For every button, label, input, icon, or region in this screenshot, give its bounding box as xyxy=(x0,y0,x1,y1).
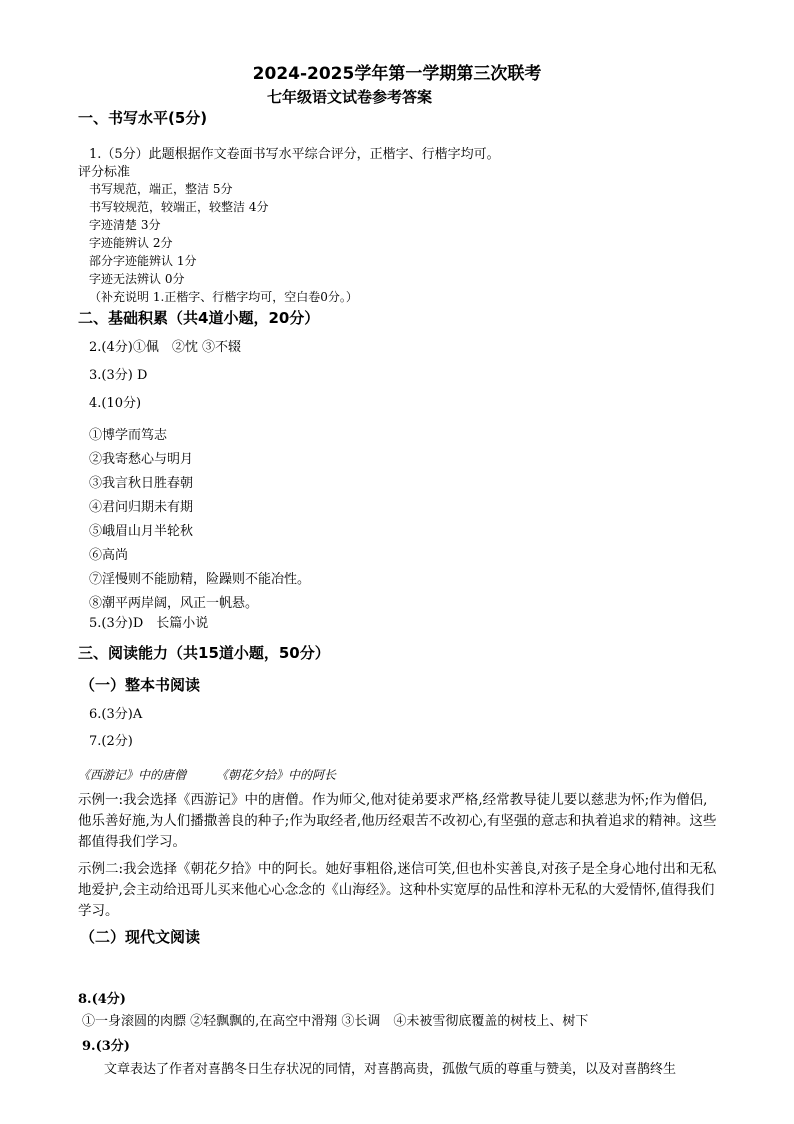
criteria-item: 部分字迹能辨认 1分 xyxy=(89,254,197,268)
subsection-1-heading: （一）整本书阅读 xyxy=(80,676,201,694)
page-title: 2024-2025学年第一学期第三次联考 xyxy=(252,64,542,84)
q4-label: 4.(10分) xyxy=(89,396,142,411)
q2-answer: 2.(4分)①佩 ②忱 ③不辍 xyxy=(89,340,241,355)
q7-label: 7.(2分) xyxy=(89,734,133,749)
q4-answer-item: ⑦淫慢则不能励精，险躁则不能冶性。 xyxy=(89,572,311,587)
q1-answer: 1.（5分）此题根据作文卷面书写水平综合评分，正楷字、行楷字均可。 xyxy=(89,147,500,162)
section-1-heading: 一、书写水平(5分) xyxy=(78,109,208,127)
criteria-item: 书写规范，端正，整洁 5分 xyxy=(89,182,233,196)
criteria-item: 书写较规范，较端正，较整洁 4分 xyxy=(89,200,269,214)
criteria-item: 字迹清楚 3分 xyxy=(89,218,161,232)
example-one: 示例一:我会选择《西游记》中的唐僧。作为师父,他对徒弟要求严格,经常教导徒儿要以慈悲为怀;作为僧侣,他乐善好施,为人们播撒善良的种子;作为取经者,他历经艰苦不改初心,有坚强的意志和执着追求的精神。这些都值得我们学习。 xyxy=(78,792,717,850)
q7-options: 《西游记》中的唐僧 《朝花夕拾》中的阿长 xyxy=(78,768,337,782)
criteria-item: 字迹无法辨认 0分 xyxy=(89,272,185,286)
q4-answer-item: ⑥高尚 xyxy=(89,548,129,563)
q8-label: 8.(4分) xyxy=(78,992,126,1007)
q4-answer-item: ⑤峨眉山月半轮秋 xyxy=(89,524,194,539)
q4-answer-item: ①博学而笃志 xyxy=(89,428,168,443)
q5-answer: 5.(3分)D 长篇小说 xyxy=(89,616,209,631)
q9-answer: 文章表达了作者对喜鹊冬日生存状况的同情，对喜鹊高贵，孤傲气质的尊重与赞美，以及对喜鹊终生 xyxy=(104,1062,677,1077)
q4-answer-item: ⑧潮平两岸阔，风正一帆悬。 xyxy=(89,596,259,611)
page-subtitle: 七年级语文试卷参考答案 xyxy=(267,88,433,106)
q4-answer-item: ④君问归期未有期 xyxy=(89,500,194,515)
q4-answer-item: ②我寄愁心与明月 xyxy=(89,452,194,467)
q6-answer: 6.(3分)A xyxy=(89,707,143,722)
section-2-heading: 二、基础积累（共4道小题，20分） xyxy=(78,309,320,327)
q3-answer: 3.(3分) D xyxy=(89,368,148,383)
criteria-label: 评分标准 xyxy=(78,165,131,180)
q9-label: 9.(3分) xyxy=(82,1039,130,1054)
section-3-heading: 三、阅读能力（共15道小题，50分） xyxy=(78,644,330,662)
example-two: 示例二:我会选择《朝花夕拾》中的阿长。她好事粗俗,迷信可笑,但也朴实善良,对孩子是全身心地付出和无私地爱护,会主动给迅哥儿买来他心心念念的《山海经》。这种朴实宽厚的品性和淳朴无私的大爱情怀,值得我们学习。 xyxy=(78,861,717,919)
criteria-note: （补充说明 1.正楷字、行楷字均可，空白卷0分。） xyxy=(89,290,358,304)
criteria-item: 字迹能辨认 2分 xyxy=(89,236,173,250)
q8-answer: ①一身滚圆的肉膘 ②轻飘飘的,在高空中滑翔 ③长调 ④未被雪彻底覆盖的树枝上、树下 xyxy=(82,1014,589,1029)
subsection-2-heading: （二）现代文阅读 xyxy=(80,928,201,946)
q4-answer-item: ③我言秋日胜春朝 xyxy=(89,476,194,491)
